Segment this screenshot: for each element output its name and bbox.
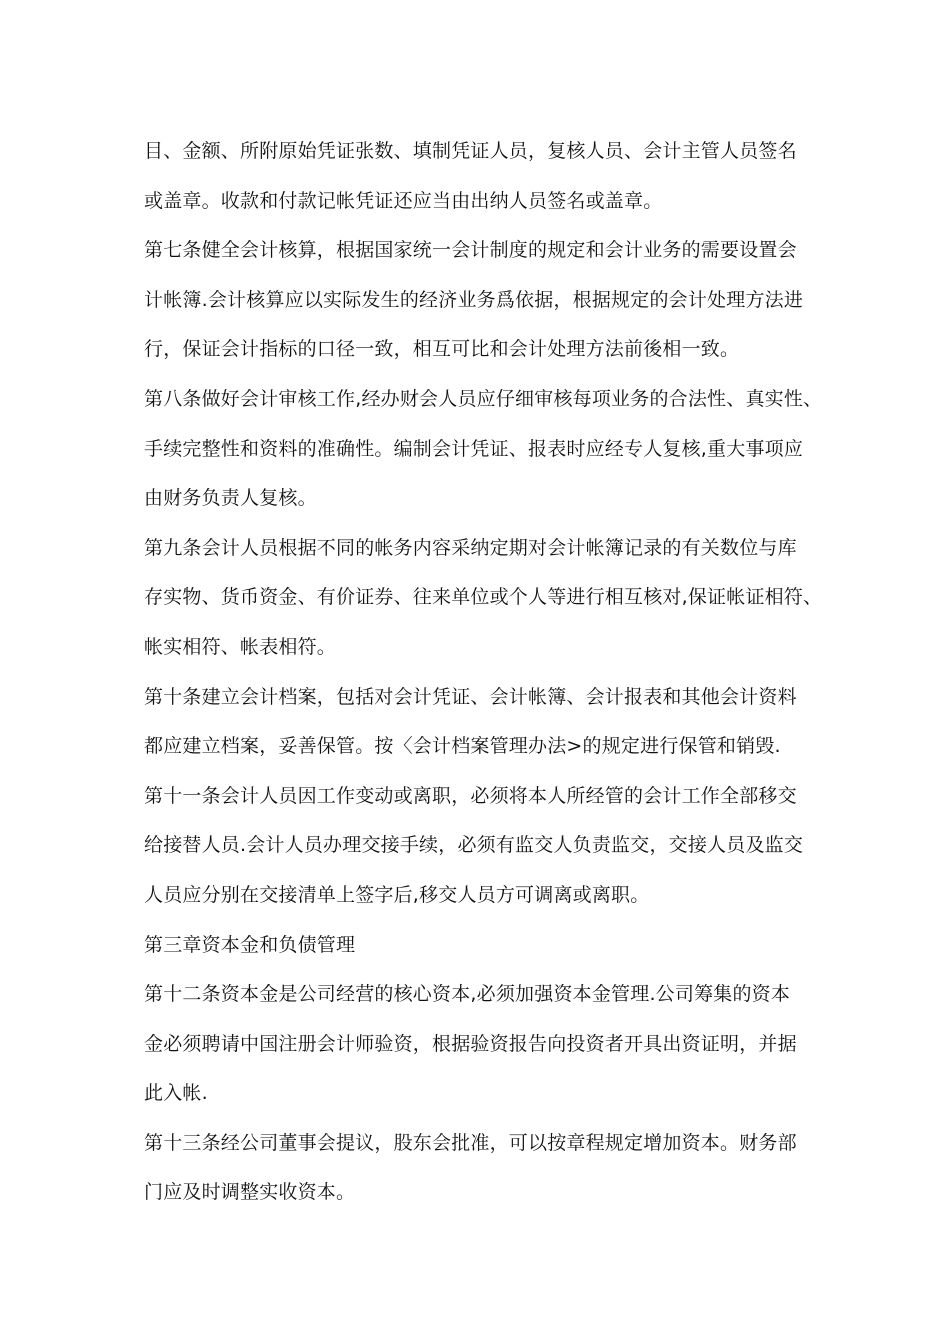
text-line: 第九条会计人员根据不同的帐务内容采纳定期对会计帐簿记录的有关数位与库 [144,536,797,559]
text-line: 第十一条会计人员因工作变动或离职，必须将本人所经管的会计工作全部移交 [144,784,797,807]
text-line: 帐实相符、帐表相符。 [144,635,337,658]
text-line: 第七条健全会计核算，根据国家统一会计制度的规定和会计业务的需要设置会 [144,239,797,262]
text-line: 或盖章。收款和付款记帐凭证还应当由出纳人员签名或盖章。 [144,189,663,212]
text-line: 目、金额、所附原始凭证张数、填制凭证人员，复核人员、会计主管人员签名 [144,140,797,162]
text-line: 计帐簿.会计核算应以实际发生的经济业务爲依据，根据规定的会计处理方法进 [144,288,804,311]
paragraph-article-10 [144,676,824,775]
paragraph-article-11 [144,775,824,924]
text-line: 此入帐. [144,1082,208,1105]
paragraph-voucher-signatures [144,130,824,229]
text-line: 第十条建立会计档案，包括对会计凭证、会计帐簿、会计报表和其他会计资料 [144,685,797,708]
text-line: 第十二条资本金是公司经营的核心资本,必须加强资本金管理.公司筹集的资本 [144,983,791,1006]
chapter-3-heading [144,924,824,974]
paragraph-article-8 [144,378,824,527]
text-line: 行，保证会计指标的口径一致，相互可比和会计处理方法前後相一致。 [144,338,740,361]
text-line: 存实物、货币资金、有价证券、往来单位或个人等进行相互核对,保证帐证相符、 [144,586,823,609]
paragraph-article-9 [144,527,824,676]
text-line: 都应建立档案，妥善保管。按〈会计档案管理办法>的规定进行保管和销毁. [144,735,781,758]
text-line: 门应及时调整实收资本。 [144,1181,356,1204]
paragraph-article-13 [144,1122,824,1221]
document-body [144,130,824,1221]
text-line: 第八条做好会计审核工作,经办财会人员应仔细审核每项业务的合法性、真实性、 [144,387,823,410]
paragraph-article-7 [144,229,824,378]
text-line: 由财务负责人复核。 [144,487,317,510]
text-line: 人员应分别在交接清单上签字后,移交人员方可调离或离职。 [144,883,650,906]
text-line: 手续完整性和资料的准确性。编制会计凭证、报表时应经专人复核,重大事项应 [144,437,804,460]
text-line: 金必须聘请中国注册会计师验资，根据验资报告向投资者开具出资证明，并据 [144,1032,797,1055]
text-line: 给接替人员.会计人员办理交接手续，必须有监交人负责监交，交接人员及监交 [144,834,804,857]
paragraph-article-12 [144,973,824,1122]
chapter-title: 第三章资本金和负债管理 [144,933,356,956]
text-line: 第十三条经公司董事会提议，股东会批准，可以按章程规定增加资本。财务部 [144,1131,797,1154]
